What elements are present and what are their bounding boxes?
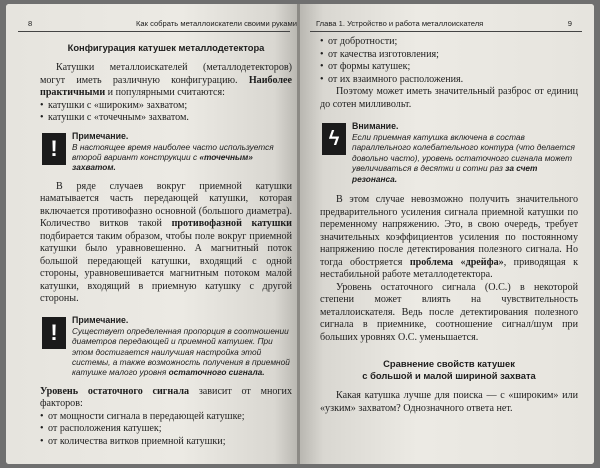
note-box-1 bbox=[40, 131, 292, 173]
left-page-body bbox=[40, 36, 292, 448]
book-spread bbox=[6, 4, 594, 464]
warning-title: Внимание. bbox=[352, 121, 399, 131]
section-heading-comparison: Сравнение свойств катушек с большой и малой шириной захвата bbox=[362, 358, 536, 382]
intro-paragraph: Катушки металлоискателей (металлодетекторов) могут иметь различную конфигурацию. Наиболее практичными и популярными считаются: bbox=[40, 62, 292, 98]
left-page bbox=[6, 4, 298, 464]
list-item: • от их взаимного расположения. bbox=[320, 74, 578, 87]
coil-types-list bbox=[40, 100, 292, 125]
page-number-right: 9 bbox=[567, 19, 572, 28]
paragraph-spread: Поэтому может иметь значительный разброс от единиц до сотен милливольт. bbox=[320, 86, 578, 110]
running-head-left bbox=[18, 18, 297, 32]
running-head-title-right: Глава 1. Устройство и работа металлоискателя bbox=[316, 19, 484, 28]
section-heading-coil-config: Конфигурация катушек металлодетектора bbox=[67, 42, 265, 53]
exclamation-icon: ! bbox=[42, 317, 66, 349]
list-item: • от расположения катушек; bbox=[40, 423, 292, 436]
paragraph-sensitivity: Уровень остаточного сигнала (О.С.) в некоторой степени может влиять на чувствительность металлоискателя. Ведь после детектирования полезного сигнала в приемнике, соотношение сигнал/шум при больших уровнях О.С. уменьшается. bbox=[320, 281, 578, 343]
note-text: Существует определенная пропорция в соотношении диаметров передающей и приемной катушек. При этом достигается наилучшая настройка этой системы, а также возможность получения в приемной катушке малого уровня остаточного сигнала. bbox=[72, 325, 290, 378]
right-page-body bbox=[320, 36, 578, 415]
list-item: • от добротности; bbox=[320, 36, 578, 49]
paragraph-drift: В этом случае невозможно получить значительного предварительного усиления сигнала приемной катушки по переменному напряжению. Это, в свою очередь, требует значительных коэффициентов усиления по постоянному напряжению после детектирования полезного сигнала. Но тогда обостряется проблема «дрейфа», приводящая к нестабильной работе металлодетектора. bbox=[320, 194, 579, 281]
running-head-title-left: Как собрать металлоискатели своими руками bbox=[136, 19, 297, 28]
note-box-2 bbox=[40, 315, 292, 378]
paragraph-which-coil: Какая катушка лучше для поиска — с «широким» или «узким» захватом? Однозначного ответа нет. bbox=[320, 390, 578, 414]
factors-list-continued bbox=[320, 36, 578, 86]
note-title: Примечание. bbox=[72, 130, 129, 141]
warning-text: Если приемная катушка включена в состав параллельного колебательного контура (что делается довольно часто), уровень остаточного сигнала может увеличиваться в десятки и сотни раз за счет резонанса. bbox=[352, 132, 575, 184]
list-item: • катушки с «широким» захватом; bbox=[40, 100, 292, 113]
note-text: В настоящее время наиболее часто используется второй вариант конструкции с «точечным» захватом. bbox=[72, 141, 274, 173]
warning-box bbox=[320, 121, 578, 184]
running-head-right bbox=[310, 18, 582, 32]
paragraph-residual-signal: Уровень остаточного сигнала зависит от многих факторов: bbox=[40, 385, 292, 410]
list-item: • от мощности сигнала в передающей катушке; bbox=[40, 411, 292, 424]
factors-list bbox=[40, 411, 292, 449]
note-title: Примечание. bbox=[72, 314, 129, 325]
page-number-left: 8 bbox=[28, 19, 33, 28]
list-item: • от качества изготовления; bbox=[320, 49, 578, 62]
list-item: • от формы катушек; bbox=[320, 61, 578, 74]
exclamation-icon: ! bbox=[42, 133, 66, 165]
list-item: • катушки с «точечным» захватом. bbox=[40, 112, 292, 125]
list-item: • от количества витков приемной катушки; bbox=[40, 436, 292, 449]
lightning-bolt-icon: ϟ bbox=[322, 123, 346, 155]
paragraph-antiphase-coil: В ряде случаев вокруг приемной катушки наматывается часть передающей катушки, которая включается противофазно основной (большого диаметра). Количество витков такой противофазной катушки подбирается таким образом, чтобы поле вокруг приемной катушки было уравновешенно. А магнитный поток большой передающей катушки, входящий с одной стороны, уравновешивается магнитным потоком малой катушки, входящий в приемную катушку с другой стороны. bbox=[40, 180, 292, 305]
right-page bbox=[300, 4, 594, 464]
